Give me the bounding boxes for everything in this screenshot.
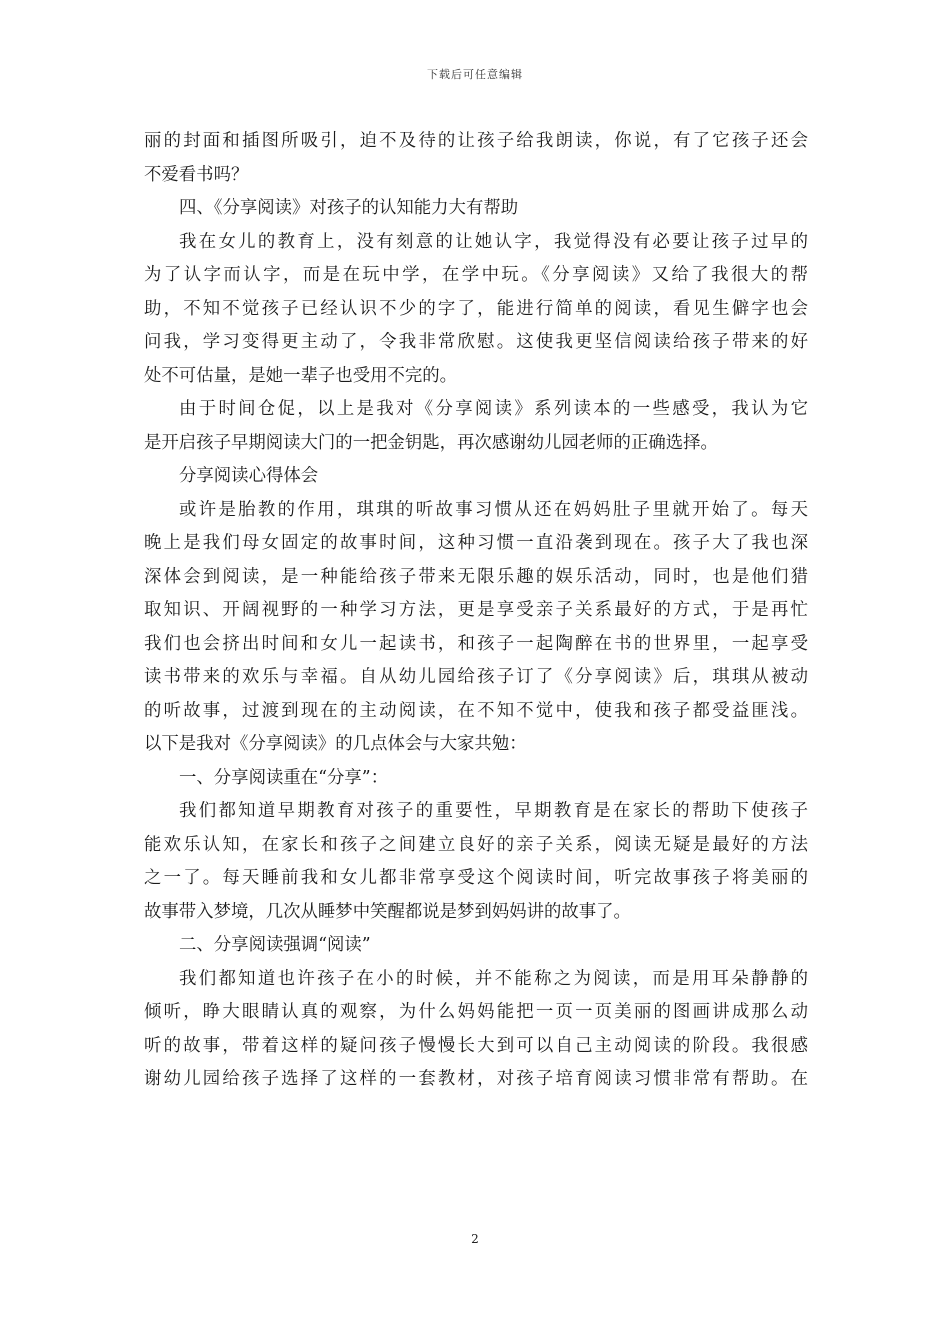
text-line: 不爱看书吗？ <box>144 164 249 185</box>
page-number: 2 <box>471 1232 479 1246</box>
text-line: 是开启孩子早期阅读大门的一把金钥匙，再次感谢幼儿园老师的正确选择。 <box>144 432 718 453</box>
text-line: 我们也会挤出时间和女儿一起读书，和孩子一起陶醉在书的世界里，一起享受 <box>144 633 808 654</box>
text-line: 丽的封面和插图所吸引，迫不及待的让孩子给我朗读，你说，有了它孩子还会 <box>144 131 808 151</box>
text-line: 以下是我对《分享阅读》的几点体会与大家共勉： <box>144 734 527 754</box>
text-line: 倾听，睁大眼睛认真的观察，为什么妈妈能把一页一页美丽的图画讲成那么动 <box>144 1002 808 1022</box>
text-line: 问我，学习变得更主动了，令我非常欣慰。这使我更坚信阅读给孩子带来的好 <box>144 332 808 352</box>
section-heading: 二、分享阅读强调“阅读” <box>179 935 371 955</box>
section-title: 分享阅读心得体会 <box>179 466 319 486</box>
text-line: 由于时间仓促，以上是我对《分享阅读》系列读本的一些感受，我认为它 <box>179 399 808 419</box>
page-header: 下载后可任意编辑 <box>427 68 523 81</box>
text-line: 读书带来的欢乐与幸福。自从幼儿园给孩子订了《分享阅读》后，琪琪从被动 <box>144 667 808 687</box>
text-line: 的听故事，过渡到现在的主动阅读，在不知不觉中，使我和孩子都受益匪浅。 <box>144 700 808 721</box>
text-line: 我们都知道早期教育对孩子的重要性，早期教育是在家长的帮助下使孩子 <box>179 801 808 821</box>
text-line: 故事带入梦境，几次从睡梦中笑醒都说是梦到妈妈讲的故事了。 <box>144 901 631 922</box>
text-line: 取知识、开阔视野的一种学习方法，更是享受亲子关系最好的方式，于是再忙 <box>144 600 808 620</box>
text-line: 我在女儿的教育上，没有刻意的让她认字，我觉得没有必要让孩子过早的 <box>179 231 808 252</box>
text-line: 能欢乐认知，在家长和孩子之间建立良好的亲子关系，阅读无疑是最好的方法 <box>144 834 808 855</box>
text-line: 处不可估量，是她一辈子也受用不完的。 <box>144 365 458 386</box>
text-line: 或许是胎教的作用，琪琪的听故事习惯从还在妈妈肚子里就开始了。每天 <box>179 499 808 520</box>
section-heading: 一、分享阅读重在“分享”： <box>179 767 389 788</box>
document-body <box>144 125 808 1097</box>
section-heading: 四、《分享阅读》对孩子的认知能力大有帮助 <box>179 198 519 218</box>
text-line: 晚上是我们母女固定的故事时间，这种习惯一直沿袭到现在。孩子大了我也深 <box>144 533 808 553</box>
text-line: 深体会到阅读，是一种能给孩子带来无限乐趣的娱乐活动，同时，也是他们猎 <box>144 566 808 587</box>
text-line: 我们都知道也许孩子在小的时候，并不能称之为阅读，而是用耳朵静静的 <box>179 968 808 989</box>
text-line: 谢幼儿园给孩子选择了这样的一套教材，对孩子培育阅读习惯非常有帮助。在 <box>144 1069 808 1089</box>
text-line: 之一了。每天睡前我和女儿都非常享受这个阅读时间，听完故事孩子将美丽的 <box>144 868 808 888</box>
text-line: 助，不知不觉孩子已经认识不少的字了，能进行简单的阅读，看见生僻字也会 <box>144 298 808 319</box>
text-line: 听的故事，带着这样的疑问孩子慢慢长大到可以自己主动阅读的阶段。我很感 <box>144 1035 808 1056</box>
text-line: 为了认字而认字，而是在玩中学，在学中玩。《分享阅读》又给了我很大的帮 <box>144 265 808 285</box>
